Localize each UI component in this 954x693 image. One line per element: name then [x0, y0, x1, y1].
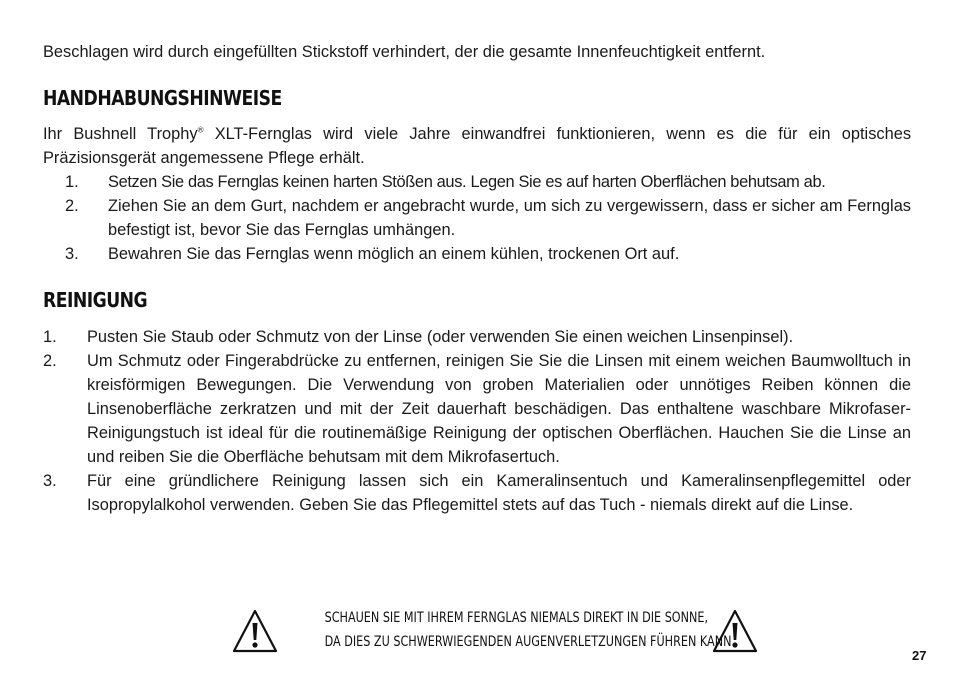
handhabung-section [43, 122, 911, 266]
warning-text [282, 606, 732, 654]
list-item [43, 242, 911, 266]
list-number: 1. [43, 328, 57, 346]
paragraph-rest: XLT-Fernglas wird viele Jahre einwandfrei funktionieren, wenn es die für ein optisches Präzisionsgerät angemessene Pflege erhält. [43, 125, 912, 167]
list-number: 2. [43, 352, 57, 370]
list-item [43, 349, 911, 469]
list-text: Um Schmutz oder Fingerabdrücke zu entfernen, reinigen Sie Sie die Linsen mit einem weichen Baumwolltuch in kreisförmigen Bewegungen. Die Verwendung von groben Materialien oder unnötiges Reiben können die Linsenoberfläche zerkratzen und mit der Zeit dauerhaft beschädigen. Das enthaltene waschbare Mikrofaser-Reinigungstuch ist ideal für die routinemäßige Reinigung der optischen Oberflächen. Hauchen Sie die Linse an und reiben Sie die Oberfläche behutsam mit dem Mikrofasertuch. [87, 352, 911, 466]
list-text: Bewahren Sie das Fernglas wenn möglich an einem kühlen, trockenen Ort auf. [108, 245, 680, 263]
list-text: Setzen Sie das Fernglas keinen harten Stößen aus. Legen Sie es auf harten Oberflächen behutsam ab. [108, 173, 826, 191]
list-item [43, 194, 911, 242]
paragraph-start: Ihr Bushnell Trophy [43, 125, 198, 143]
list-text: Für eine gründlichere Reinigung lassen sich ein Kameralinsentuch und Kameralinsenpflegemittel oder Isopropylalkohol verwenden. Geben Sie das Pflegemittel stets auf das Tuch - niemals direkt auf die Linse. [87, 472, 911, 514]
list-item [43, 469, 911, 517]
warning-triangle-icon [712, 608, 758, 654]
list-item [43, 170, 911, 194]
page-number: 27 [912, 648, 927, 663]
warning-triangle-icon [232, 608, 278, 654]
section-heading-reinigung: REINIGUNG [43, 288, 148, 312]
list-text: Ziehen Sie an dem Gurt, nachdem er angebracht wurde, um sich zu vergewissern, dass er sicher am Fernglas befestigt ist, bevor Sie das Fernglas umhängen. [108, 197, 911, 239]
intro-paragraph: Beschlagen wird durch eingefüllten Stickstoff verhindert, der die gesamte Innenfeuchtigkeit entfernt. [43, 43, 766, 61]
reinigung-list [43, 325, 911, 517]
handhabung-list [43, 170, 911, 266]
reinigung-section [43, 325, 911, 517]
warning-line-1: SCHAUEN SIE MIT IHREM FERNGLAS NIEMALS DIREKT IN DIE SONNE, [324, 610, 709, 626]
list-number: 1. [65, 173, 79, 191]
sun-warning [232, 606, 758, 654]
handhabung-paragraph [43, 122, 911, 170]
list-number: 3. [43, 472, 57, 490]
list-number: 3. [65, 245, 79, 263]
section-heading-handhabung: HANDHABUNGSHINWEISE [43, 86, 282, 110]
list-text: Pusten Sie Staub oder Schmutz von der Linse (oder verwenden Sie einen weichen Linsenpinsel). [87, 328, 794, 346]
warning-line-2: DA DIES ZU SCHWERWIEGENDEN AUGENVERLETZUNGEN FÜHREN KANN [324, 634, 732, 650]
list-number: 2. [65, 197, 79, 215]
registered-mark: ® [197, 125, 204, 135]
list-item [43, 325, 911, 349]
